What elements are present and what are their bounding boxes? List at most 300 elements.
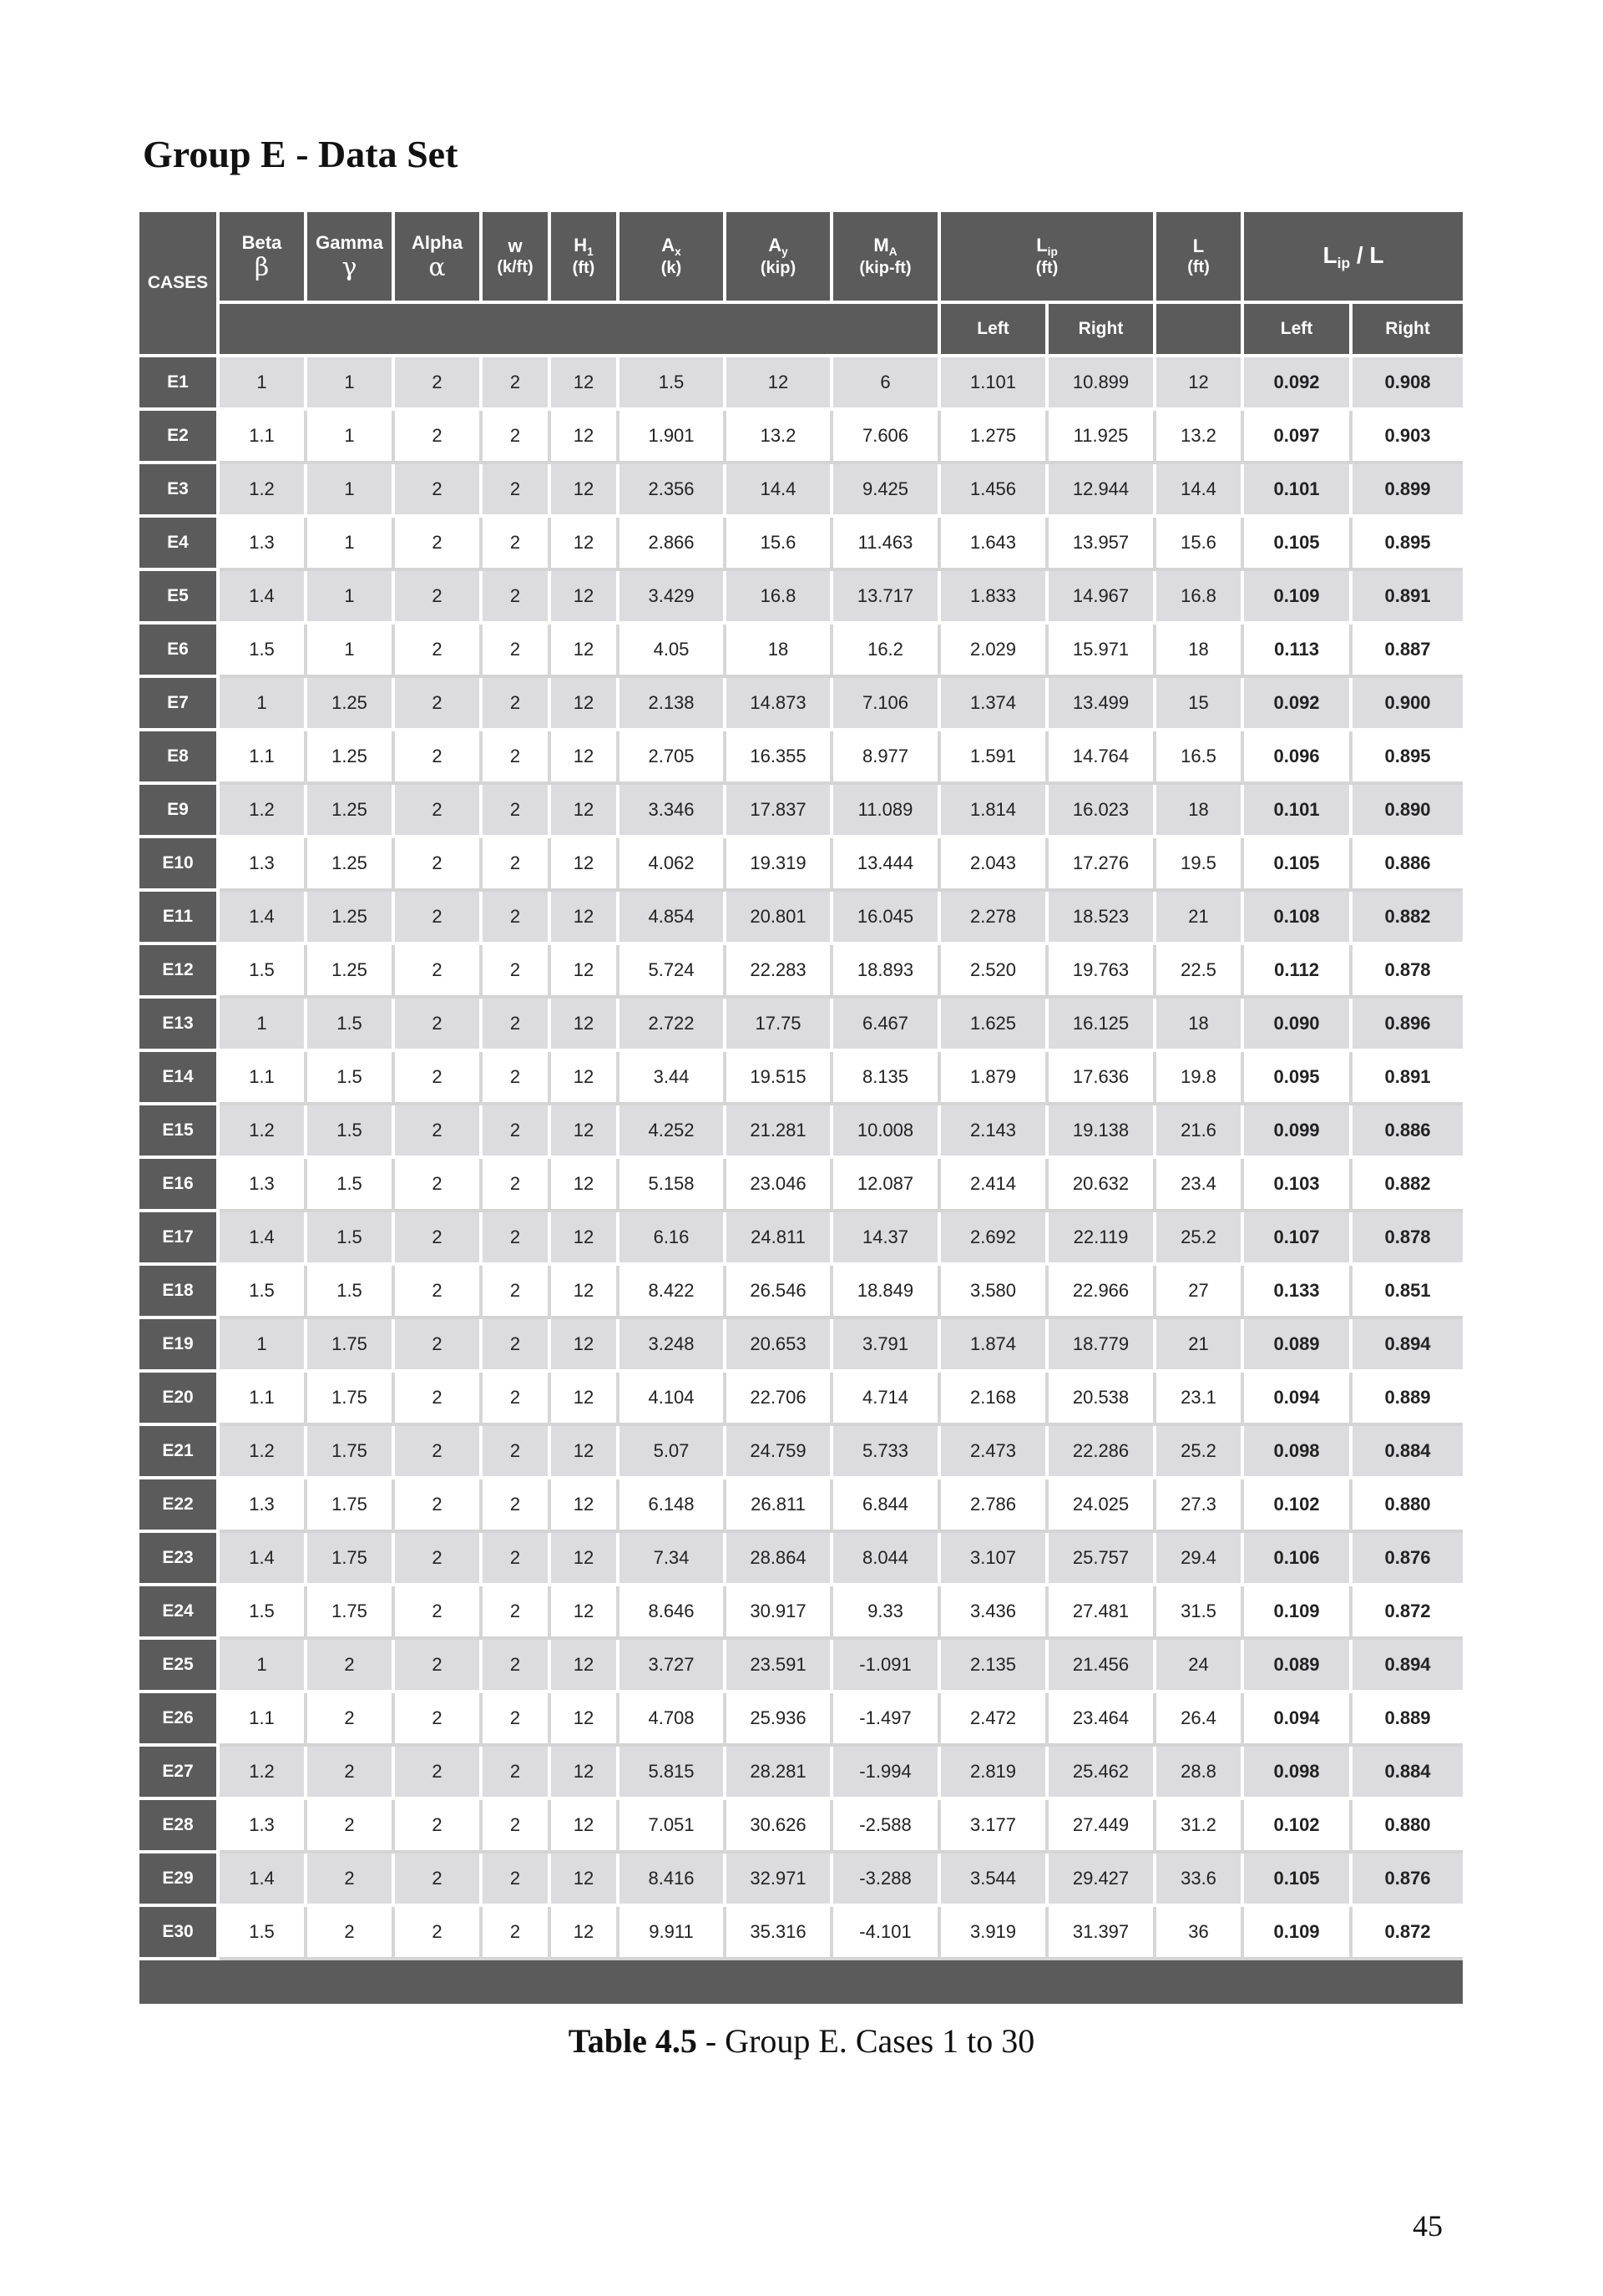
case-label: E20 [139,1373,220,1426]
table-cell: 30.626 [726,1800,833,1853]
table-cell: 1.5 [220,1586,307,1640]
table-cell: 10.008 [833,1105,941,1159]
table-cell-ratio: 0.886 [1353,1105,1463,1159]
table-body [139,357,1463,1960]
table-cell: 1.1 [220,1693,307,1747]
table-cell: 2.705 [619,731,726,785]
table-cell: 1.1 [220,411,307,464]
table-cell: 2 [395,999,483,1052]
header-ax: $A_x$ (k) [619,212,726,304]
table-cell: 1 [307,411,395,464]
table-cell: 1 [220,678,307,731]
table-cell: 9.425 [833,464,941,518]
table-cell: 2 [395,357,483,411]
table-cell: 2 [483,1800,551,1853]
table-cell: 18.893 [833,945,941,999]
table-cell: 25.2 [1156,1426,1244,1479]
table-cell: 8.977 [833,731,941,785]
table-row [139,1266,1463,1319]
table-cell: 9.33 [833,1586,941,1640]
table-cell: 2 [483,1373,551,1426]
table-row [139,1212,1463,1266]
table-cell: 13.2 [726,411,833,464]
table-cell-ratio: 0.908 [1353,357,1463,411]
table-cell: 24.025 [1049,1479,1156,1533]
table-cell: 3.544 [941,1853,1049,1907]
table-cell: 20.653 [726,1319,833,1373]
header-ratio-right: Right [1353,304,1463,357]
table-cell: 2.692 [941,1212,1049,1266]
table-cell: 2.722 [619,999,726,1052]
table-cell: 1.5 [307,1159,395,1212]
table-cell: 11.089 [833,785,941,838]
table-cell: 14.873 [726,678,833,731]
table-cell: 26.811 [726,1479,833,1533]
table-cell: 12 [551,518,619,571]
table-cell-ratio: 0.089 [1244,1319,1353,1373]
table-cell: 2 [483,1105,551,1159]
table-cell: 7.106 [833,678,941,731]
table-cell: -2.588 [833,1800,941,1853]
table-cell: 3.580 [941,1266,1049,1319]
case-label: E30 [139,1907,220,1960]
table-cell-ratio: 0.882 [1353,892,1463,945]
table-cell: 22.966 [1049,1266,1156,1319]
table-cell: 12 [551,464,619,518]
page-title: Group E - Data Set [143,133,458,175]
table-cell-ratio: 0.899 [1353,464,1463,518]
table-cell: 13.957 [1049,518,1156,571]
table-cell: 12 [551,1853,619,1907]
table-cell-ratio: 0.092 [1244,357,1353,411]
table-cell: 25.936 [726,1693,833,1747]
table-cell: 8.422 [619,1266,726,1319]
table-cell-ratio: 0.889 [1353,1373,1463,1426]
case-label: E5 [139,571,220,625]
table-cell: 7.34 [619,1533,726,1586]
table-cell: 1.3 [220,1800,307,1853]
header-h1: $H_1$ (ft) [551,212,619,304]
table-cell: 22.706 [726,1373,833,1426]
table-cell-ratio: 0.884 [1353,1747,1463,1800]
table-cell: 1.2 [220,1426,307,1479]
header-ma: $M_A$ (kip-ft) [833,212,941,304]
table-row [139,1426,1463,1479]
header-cases: CASES [139,212,220,357]
table-cell: 2 [483,731,551,785]
header-lip: $L_{ip}$ (ft) [941,212,1156,304]
table-cell: 2 [395,1640,483,1693]
table-cell: 36 [1156,1907,1244,1960]
table-cell: 2 [395,1479,483,1533]
table-cell-ratio: 0.103 [1244,1159,1353,1212]
table-cell: 2 [483,1586,551,1640]
table-cell: 1.75 [307,1586,395,1640]
table-cell: 3.919 [941,1907,1049,1960]
table-cell: 2 [395,838,483,892]
table-row [139,571,1463,625]
case-label: E4 [139,518,220,571]
table-cell: 12.087 [833,1159,941,1212]
case-label: E12 [139,945,220,999]
table-cell: 2.356 [619,464,726,518]
table-cell: 12 [551,1159,619,1212]
table-cell-ratio: 0.107 [1244,1212,1353,1266]
table-cell: 1.5 [220,945,307,999]
table-cell-ratio: 0.887 [1353,625,1463,678]
table-cell-ratio: 0.109 [1244,1907,1353,1960]
table-cell: 1.5 [220,1907,307,1960]
table-cell: 1.1 [220,1373,307,1426]
table-cell: 18.779 [1049,1319,1156,1373]
table-row [139,1907,1463,1960]
table-cell: 1.75 [307,1319,395,1373]
case-label: E19 [139,1319,220,1373]
table-cell-ratio: 0.105 [1244,518,1353,571]
table-cell: 2 [307,1853,395,1907]
table-cell: 29.4 [1156,1533,1244,1586]
header-spacer [1156,304,1244,357]
table-row [139,625,1463,678]
table-cell: 12 [551,1426,619,1479]
table-cell: 8.416 [619,1853,726,1907]
table-cell: 12 [551,1800,619,1853]
table-cell: 2 [483,785,551,838]
header-lip-ratio: $L_{ip}$ / L [1244,212,1463,304]
table-cell-ratio: 0.113 [1244,625,1353,678]
table-cell: 2 [395,1266,483,1319]
table-row [139,411,1463,464]
table-cell: 7.606 [833,411,941,464]
table-cell: 23.1 [1156,1373,1244,1426]
table-cell-ratio: 0.106 [1244,1533,1353,1586]
table-cell: 1.5 [307,999,395,1052]
table-row [139,1640,1463,1693]
table-cell: 31.397 [1049,1907,1156,1960]
table-cell: 2.414 [941,1159,1049,1212]
table-cell-ratio: 0.097 [1244,411,1353,464]
case-label: E16 [139,1159,220,1212]
table-cell: 1.2 [220,1747,307,1800]
case-label: E29 [139,1853,220,1907]
table-cell: 27.481 [1049,1586,1156,1640]
table-cell: 1.2 [220,1105,307,1159]
table-cell-ratio: 0.880 [1353,1800,1463,1853]
table-cell: 16.5 [1156,731,1244,785]
case-label: E24 [139,1586,220,1640]
table-row [139,1800,1463,1853]
table-cell-ratio: 0.903 [1353,411,1463,464]
case-label: E21 [139,1426,220,1479]
table-cell-ratio: 0.108 [1244,892,1353,945]
table-row [139,1693,1463,1747]
table-cell: 2 [307,1800,395,1853]
table-cell: 17.75 [726,999,833,1052]
table-cell: 2 [395,1747,483,1800]
table-cell: 12 [551,892,619,945]
table-cell: 8.646 [619,1586,726,1640]
table-cell: 2.520 [941,945,1049,999]
table-cell: 19.8 [1156,1052,1244,1105]
table-cell: 2 [395,1105,483,1159]
table-cell: 30.917 [726,1586,833,1640]
table-cell: 2 [483,1747,551,1800]
table-cell: 1 [307,464,395,518]
table-cell: 19.763 [1049,945,1156,999]
table-cell: 2 [483,1052,551,1105]
table-cell: 2 [395,1212,483,1266]
table-cell: 3.727 [619,1640,726,1693]
table-cell: 12 [551,785,619,838]
table-cell: 26.4 [1156,1693,1244,1747]
table-row [139,1533,1463,1586]
table-cell: 12 [551,1533,619,1586]
table-cell: 14.4 [726,464,833,518]
table-cell: 19.5 [1156,838,1244,892]
table-cell: 1 [307,518,395,571]
table-cell: 2 [395,892,483,945]
table-cell: 4.714 [833,1373,941,1426]
table-cell: 15.6 [726,518,833,571]
table-cell: 2 [395,411,483,464]
table-cell: 15.6 [1156,518,1244,571]
table-cell: 2 [395,1319,483,1373]
table-cell-ratio: 0.878 [1353,1212,1463,1266]
case-label: E27 [139,1747,220,1800]
table-cell: 2 [483,1640,551,1693]
table-cell: -4.101 [833,1907,941,1960]
table-cell-ratio: 0.895 [1353,518,1463,571]
table-row [139,1747,1463,1800]
table-cell-ratio: 0.094 [1244,1373,1353,1426]
table-cell: 1.874 [941,1319,1049,1373]
table-row [139,999,1463,1052]
table-cell-ratio: 0.876 [1353,1853,1463,1907]
table-cell: 2 [307,1640,395,1693]
table-row [139,1373,1463,1426]
table-cell: 7.051 [619,1800,726,1853]
table-cell: 1 [307,357,395,411]
case-label: E18 [139,1266,220,1319]
table-cell: 12 [551,1373,619,1426]
table-cell: 16.2 [833,625,941,678]
table-cell: 1.275 [941,411,1049,464]
table-cell-ratio: 0.098 [1244,1426,1353,1479]
table-cell: 6.844 [833,1479,941,1533]
table-cell: 12 [551,1479,619,1533]
table-cell: 2 [483,892,551,945]
table-cell: 2 [395,1907,483,1960]
table-cell: 23.591 [726,1640,833,1693]
table-cell: -3.288 [833,1853,941,1907]
table-cell: 25.2 [1156,1212,1244,1266]
table-cell: 28.864 [726,1533,833,1586]
table-row [139,731,1463,785]
table-cell: 2 [483,1907,551,1960]
table-cell: 1.591 [941,731,1049,785]
table-cell: 2 [395,571,483,625]
table-cell: 21 [1156,1319,1244,1373]
table-cell: 2 [483,1693,551,1747]
table-cell: 2 [483,1266,551,1319]
table-cell-ratio: 0.095 [1244,1052,1353,1105]
table-cell: 1.25 [307,731,395,785]
table-cell: 4.062 [619,838,726,892]
table-cell-ratio: 0.096 [1244,731,1353,785]
table-cell: 1.814 [941,785,1049,838]
table-cell: 1.2 [220,464,307,518]
table-cell-ratio: 0.884 [1353,1426,1463,1479]
table-cell: 2.168 [941,1373,1049,1426]
table-cell: 23.046 [726,1159,833,1212]
table-cell: 27 [1156,1266,1244,1319]
table-cell: 2 [483,1479,551,1533]
table-cell: 20.632 [1049,1159,1156,1212]
table-cell: 12 [551,1319,619,1373]
case-label: E3 [139,464,220,518]
table-cell-ratio: 0.099 [1244,1105,1353,1159]
table-cell: 24.759 [726,1426,833,1479]
table-cell: 14.967 [1049,571,1156,625]
table-cell: 13.717 [833,571,941,625]
table-cell: 2 [483,1426,551,1479]
table-cell: 3.429 [619,571,726,625]
table-cell: 14.4 [1156,464,1244,518]
table-cell: 1.25 [307,678,395,731]
table-cell: 12 [551,571,619,625]
table-cell: 1.4 [220,1212,307,1266]
table-cell: 12 [1156,357,1244,411]
table-cell: 1.25 [307,785,395,838]
table-cell: 2 [483,571,551,625]
table-cell: 6.467 [833,999,941,1052]
table-cell: 2.278 [941,892,1049,945]
table-cell: 28.281 [726,1747,833,1800]
table-cell: 12 [551,357,619,411]
table-row [139,1586,1463,1640]
table-cell: 31.2 [1156,1800,1244,1853]
table-cell: 2 [395,678,483,731]
table-cell: 1.5 [220,1266,307,1319]
table-cell-ratio: 0.891 [1353,1052,1463,1105]
table-cell: 12 [551,411,619,464]
table-cell: 16.8 [1156,571,1244,625]
table-cell: 1.625 [941,999,1049,1052]
table-cell: 4.252 [619,1105,726,1159]
case-label: E28 [139,1800,220,1853]
table-cell: 1.3 [220,1159,307,1212]
table-cell: 2 [483,357,551,411]
table-cell: 1.101 [941,357,1049,411]
table-row [139,518,1463,571]
table-cell: 2 [483,464,551,518]
table-cell: 1 [307,571,395,625]
table-cell: 1.1 [220,1052,307,1105]
header-lip-right: Right [1049,304,1156,357]
table-cell: 2 [483,999,551,1052]
table-cell: 5.07 [619,1426,726,1479]
table-row [139,1319,1463,1373]
table-cell: 4.05 [619,625,726,678]
table-cell-ratio: 0.895 [1353,731,1463,785]
table-cell: 4.104 [619,1373,726,1426]
table-row [139,1105,1463,1159]
table-cell: 12 [551,1052,619,1105]
table-cell: 1.4 [220,571,307,625]
table-cell: 2 [483,1159,551,1212]
table-cell: 18 [1156,625,1244,678]
case-label: E25 [139,1640,220,1693]
table-row [139,1052,1463,1105]
table-cell: 2 [395,1373,483,1426]
table-cell-ratio: 0.882 [1353,1159,1463,1212]
table-cell-ratio: 0.112 [1244,945,1353,999]
table-cell: 4.854 [619,892,726,945]
table-cell: 3.346 [619,785,726,838]
table-row [139,464,1463,518]
table-cell-ratio: 0.102 [1244,1479,1353,1533]
table-cell-ratio: 0.886 [1353,838,1463,892]
table-cell: 12 [551,1212,619,1266]
table-cell: 2.473 [941,1426,1049,1479]
table-row [139,838,1463,892]
header-l: L (ft) [1156,212,1244,304]
table-cell: 13.2 [1156,411,1244,464]
table-row [139,1853,1463,1907]
table-cell: 23.464 [1049,1693,1156,1747]
table-cell: 27.449 [1049,1800,1156,1853]
table-cell: 3.791 [833,1319,941,1373]
table-cell: 1 [220,1319,307,1373]
table-cell: 2 [395,945,483,999]
table-cell-ratio: 0.851 [1353,1266,1463,1319]
table-cell-ratio: 0.872 [1353,1586,1463,1640]
header-alpha: Alpha α [395,212,483,304]
table-caption: Table 4.5 - Group E. Cases 1 to 30 [568,2022,1035,2060]
table-cell: -1.497 [833,1693,941,1747]
table-cell-ratio: 0.872 [1353,1907,1463,1960]
table-cell-ratio: 0.105 [1244,1853,1353,1907]
table-cell-ratio: 0.090 [1244,999,1353,1052]
table-cell: 6 [833,357,941,411]
table-cell: 2.819 [941,1747,1049,1800]
table-cell: 2.143 [941,1105,1049,1159]
table-cell: 12 [551,1747,619,1800]
table-cell: 1.3 [220,1479,307,1533]
table-row [139,357,1463,411]
table-cell: 26.546 [726,1266,833,1319]
table-cell: 33.6 [1156,1853,1244,1907]
table-row [139,785,1463,838]
table-cell: 11.925 [1049,411,1156,464]
table-cell-ratio: 0.094 [1244,1693,1353,1747]
table-cell: 2.138 [619,678,726,731]
table-cell: 1 [307,625,395,678]
table-cell: 1.901 [619,411,726,464]
case-label: E9 [139,785,220,838]
table-cell: 2 [483,625,551,678]
table-cell: 28.8 [1156,1747,1244,1800]
table-cell: 1.75 [307,1373,395,1426]
case-label: E6 [139,625,220,678]
table-cell-ratio: 0.109 [1244,1586,1353,1640]
table-cell: 2 [307,1907,395,1960]
table-cell: 25.757 [1049,1533,1156,1586]
table-cell: 21.281 [726,1105,833,1159]
table-cell-ratio: 0.092 [1244,678,1353,731]
table-row [139,1159,1463,1212]
table-cell: 8.135 [833,1052,941,1105]
